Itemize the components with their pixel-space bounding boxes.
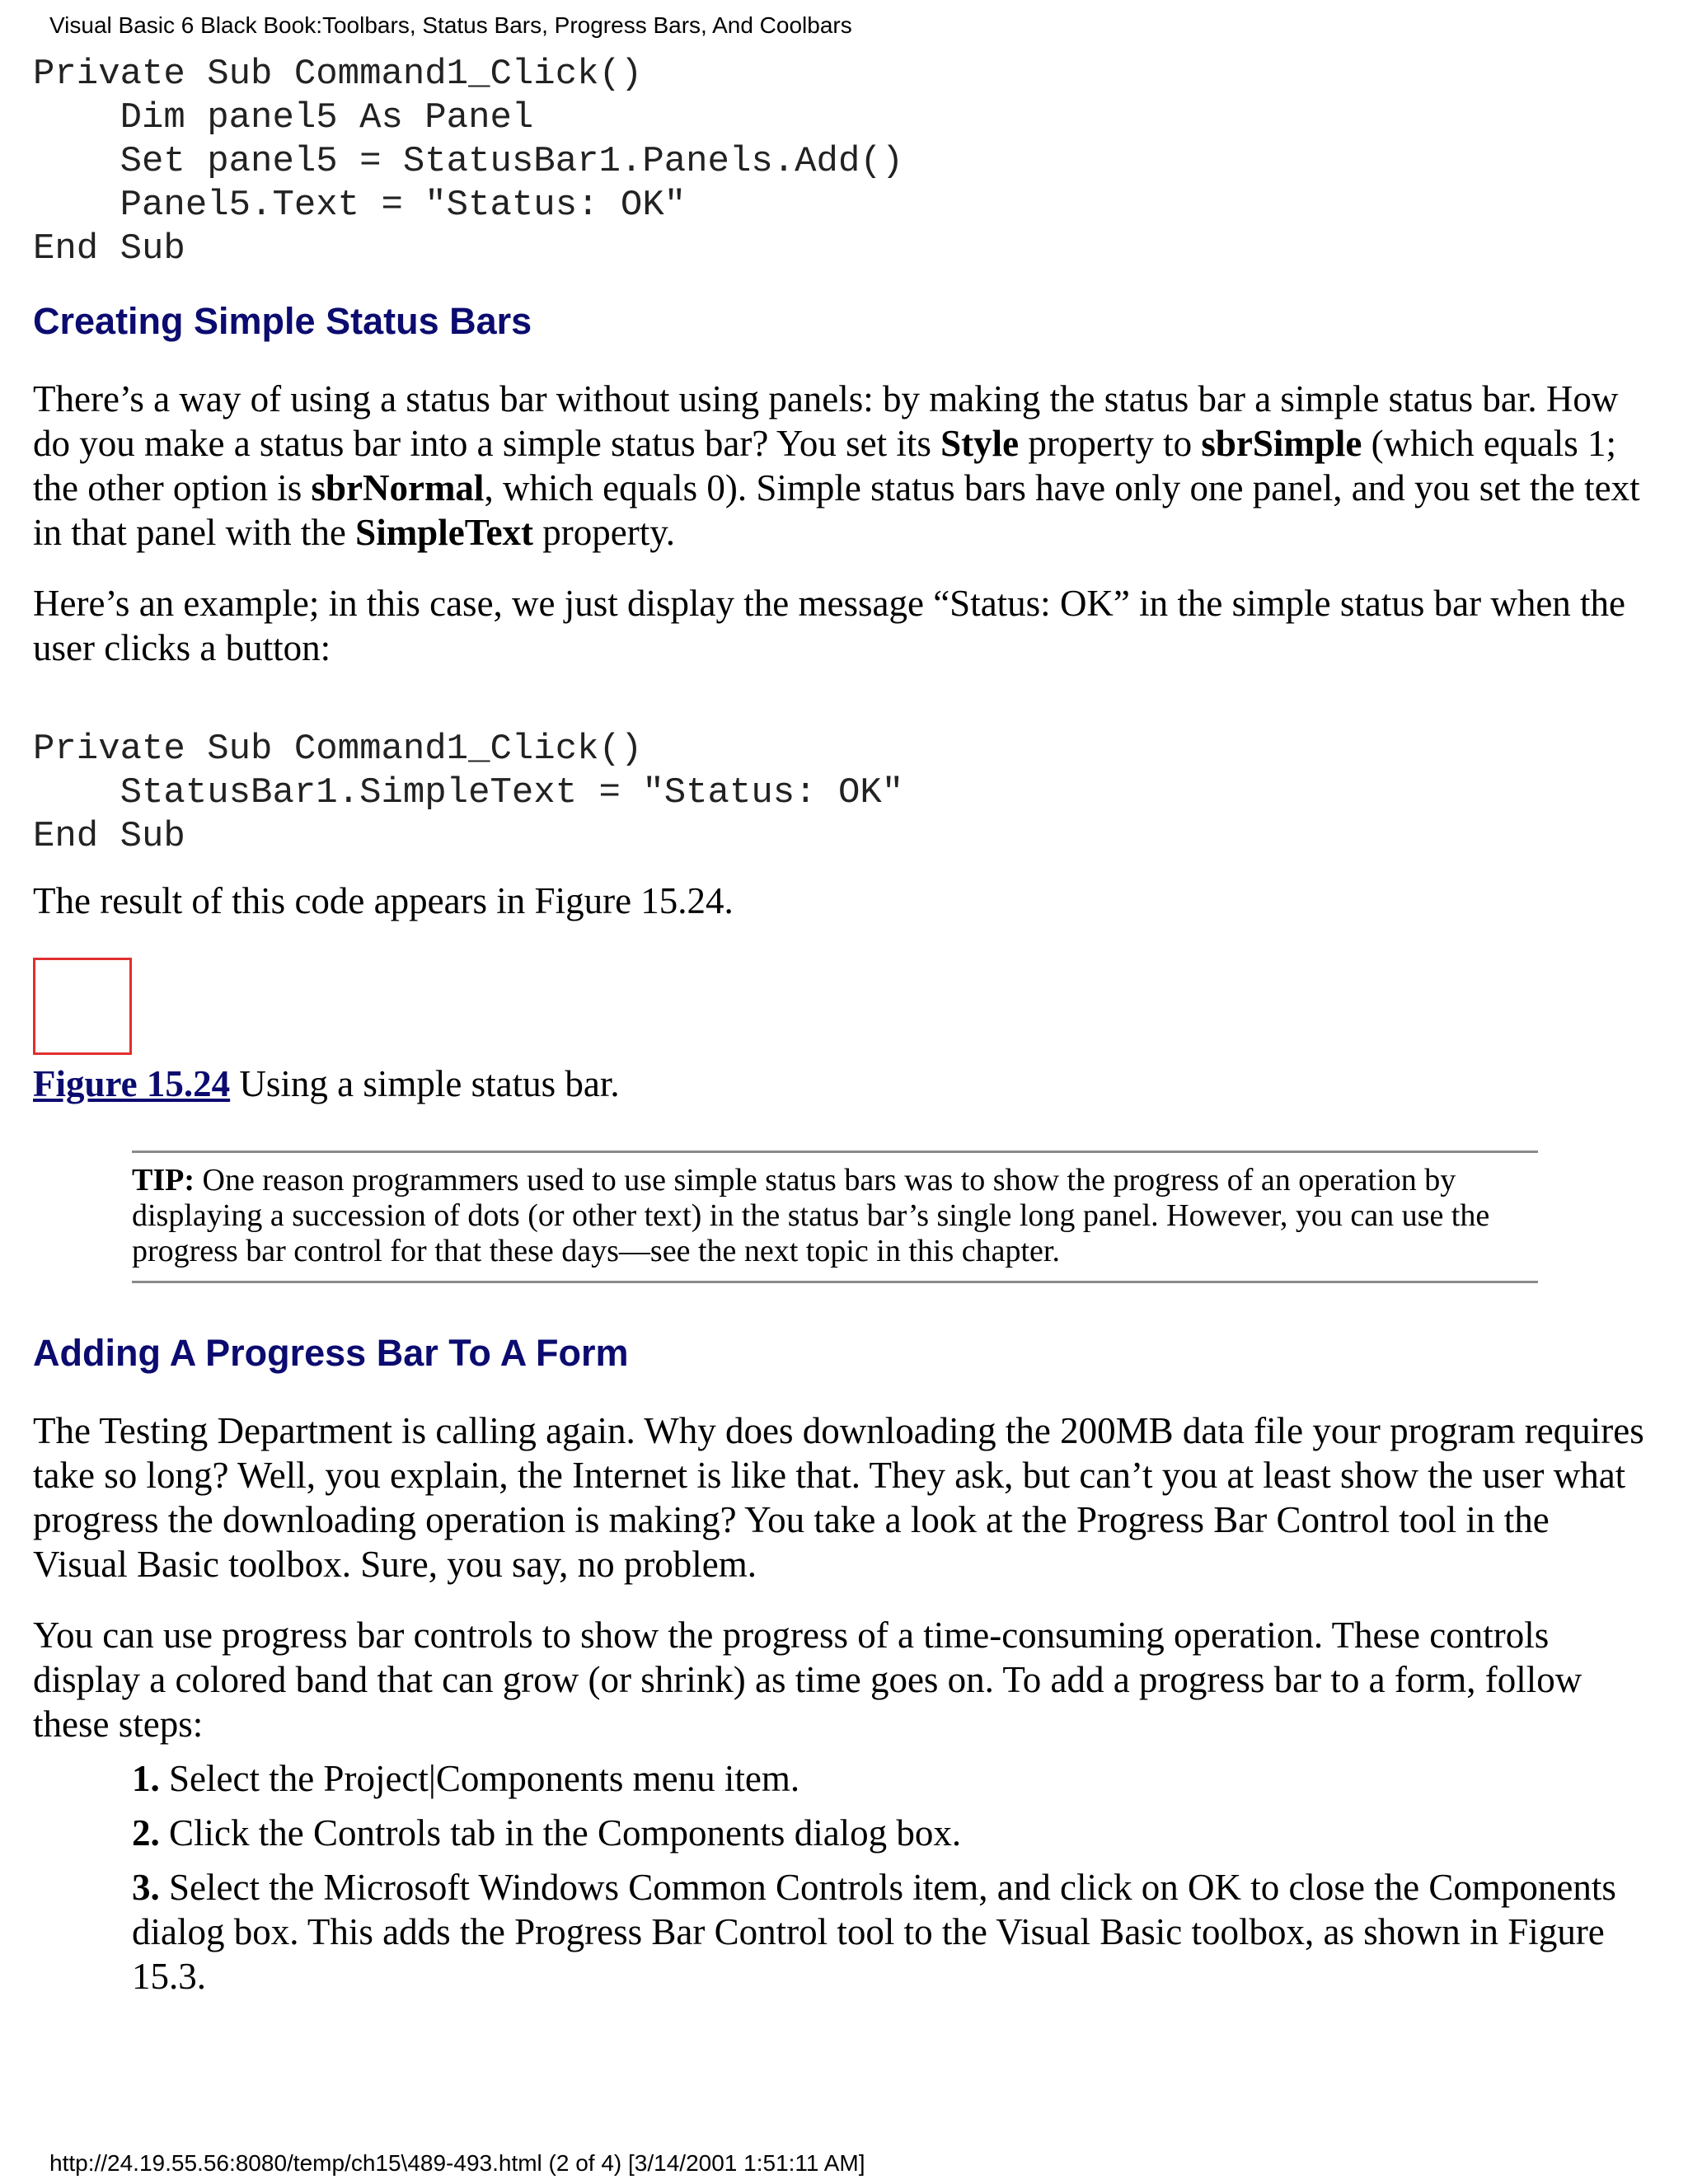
list-item [132, 1811, 1648, 1855]
step-text: Select the Microsoft Windows Common Controls item, and click on OK to close the Components dialog box. This adds the Progress Bar Control tool to the Visual Basic toolbox, as shown in Figure 15.3. [132, 1867, 1616, 1997]
bold-term-sbrnormal: sbrNormal [311, 467, 485, 509]
list-item [132, 1865, 1648, 1999]
tip-label: TIP: [132, 1163, 195, 1197]
code-block-simple-text [33, 728, 1648, 859]
tip-box [132, 1151, 1538, 1283]
text-run: property. [533, 512, 676, 553]
code-line: End Sub [33, 816, 185, 857]
paragraph-progress-bar-overview: You can use progress bar controls to show the progress of a time-consuming operation. These controls display a colored band that can grow (or shrink) as time goes on. To add a progress bar to a form, follow these steps: [33, 1615, 1582, 1745]
step-number: 1. [132, 1758, 160, 1799]
steps-list [33, 1756, 1648, 1999]
paragraph-example-intro: Here’s an example; in this case, we just display the message “Status: OK” in the simple status bar when the user clicks a button: [33, 583, 1626, 668]
bold-term-style: Style [940, 423, 1020, 464]
figure-link[interactable]: Figure 15.24 [33, 1063, 231, 1104]
code-line: Private Sub Command1_Click() [33, 54, 643, 95]
code-line: Dim panel5 As Panel [33, 97, 534, 138]
section-heading-progress-bar: Adding A Progress Bar To A Form [33, 1332, 629, 1374]
step-text: Click the Controls tab in the Components dialog box. [159, 1812, 962, 1854]
text-run: (which equals 1; the other option is [33, 423, 1617, 509]
figure-image-placeholder [33, 958, 132, 1055]
code-block-panel-add [33, 53, 1648, 271]
tip-text: One reason programmers used to use simple status bars was to show the progress of an operation by displaying a succession of dots (or other text) in the status bar’s single long panel. However, you can use the progress bar control for that these days—see the next topic in this chapter. [132, 1163, 1490, 1268]
text-run: , which equals 0). Simple status bars have only one panel, and you set the text in that panel with the [33, 467, 1640, 553]
code-line: Private Sub Command1_Click() [33, 729, 643, 770]
page-header-title: Visual Basic 6 Black Book:Toolbars, Status Bars, Progress Bars, And Coolbars [49, 12, 852, 38]
text-run: property to [1019, 423, 1202, 464]
bold-term-sbrsimple: sbrSimple [1201, 423, 1362, 464]
paragraph-testing-department: The Testing Department is calling again. Why does downloading the 200MB data file your program requires take so long? Well, you explain, the Internet is like that. They ask, but can’t you at least show the user what progress the downloading operation is making? You take a look at the Progress Bar Control tool in the Visual Basic toolbox. Sure, you say, no problem. [33, 1410, 1644, 1585]
text-run: There’s a way of using a status bar without using panels: by making the status bar a simple status bar. How do you make a status bar into a simple status bar? You set its [33, 378, 1619, 464]
paragraph-simple-status-bar-intro [33, 377, 1648, 555]
step-text: Select the Project|Components menu item. [159, 1758, 800, 1799]
page-content [33, 53, 1648, 2008]
paragraph-result-reference: The result of this code appears in Figure 15.24. [33, 880, 734, 921]
code-line: StatusBar1.SimpleText = "Status: OK" [33, 772, 904, 813]
code-line: Panel5.Text = "Status: OK" [33, 185, 687, 226]
figure-caption-text: Using a simple status bar. [230, 1063, 620, 1104]
bold-term-simpletext: SimpleText [355, 512, 534, 553]
step-number: 2. [132, 1812, 160, 1854]
code-line: Set panel5 = StatusBar1.Panels.Add() [33, 141, 904, 182]
list-item [132, 1756, 1648, 1801]
step-number: 3. [132, 1867, 160, 1908]
figure-caption [33, 1062, 1648, 1106]
page-footer-url: http://24.19.55.56:8080/temp/ch15\489-493.html (2 of 4) [3/14/2001 1:51:11 AM] [49, 2150, 865, 2176]
code-line: End Sub [33, 228, 185, 269]
section-heading-simple-status-bars: Creating Simple Status Bars [33, 300, 532, 342]
